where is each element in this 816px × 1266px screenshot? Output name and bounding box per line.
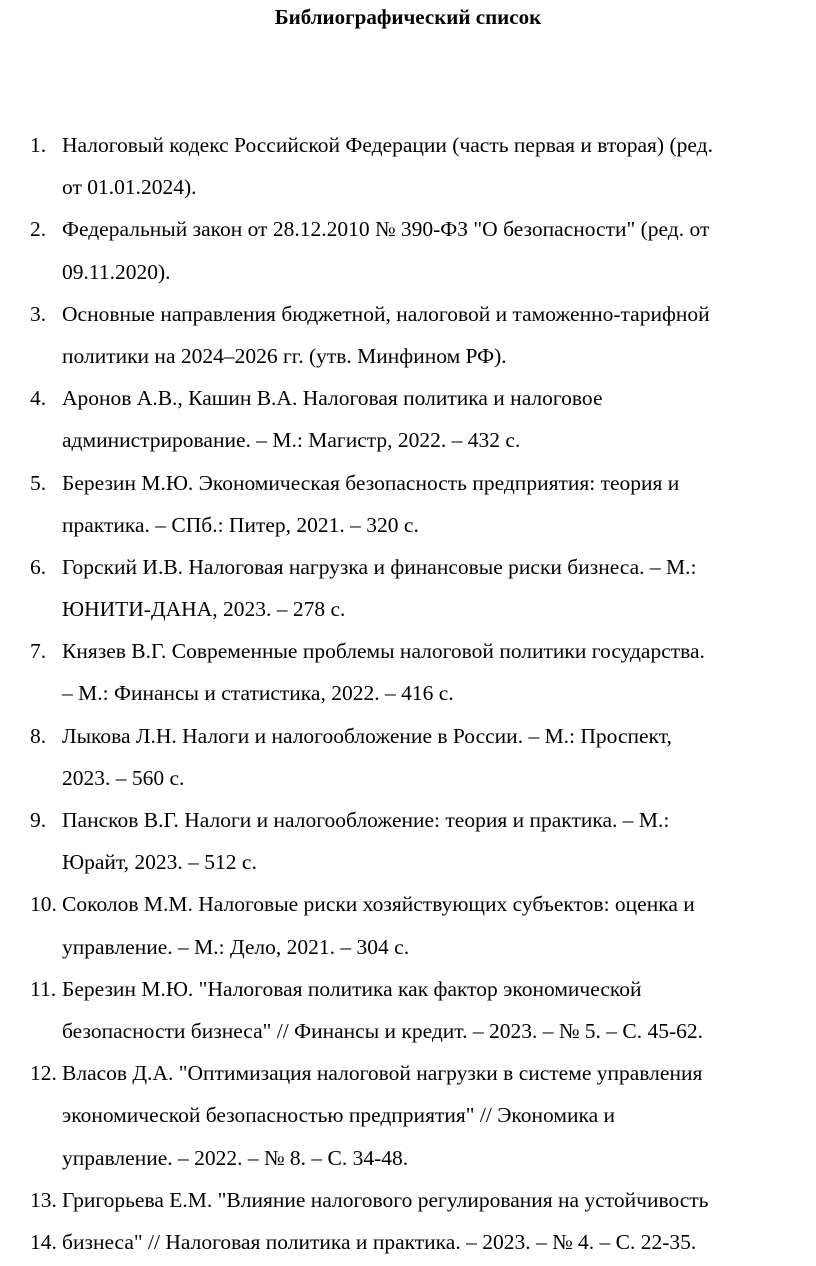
entry-line [0,1137,816,1179]
entry-line [0,1094,816,1136]
bibliography-entry [0,293,816,377]
bibliography-entry [0,462,816,546]
bibliography-entry [0,799,816,883]
entry-line [0,124,816,166]
entry-line [0,841,816,883]
entry-text: Федеральный закон от 28.12.2010 № 390-ФЗ "О безопасности" (ред. от [62,217,710,242]
entry-text: политики на 2024–2026 гг. (утв. Минфином РФ). [62,343,507,368]
entry-text: Налоговый кодекс Российской Федерации (часть первая и вторая) (ред. [62,133,713,157]
entry-text: Пансков В.Г. Налоги и налогообложение: теория и практика. – М.: [62,808,670,832]
entry-line [0,208,816,250]
bibliography-entry [0,377,816,461]
page-title: Библиографический список [274,5,542,29]
bibliography-entry [0,883,816,967]
entry-text: 2023. – 560 с. [62,765,185,790]
bibliography-entry [0,630,816,714]
entry-line [0,757,816,799]
entry-number: 6. [30,554,47,579]
entry-text: Березин М.Ю. "Налоговая политика как фактор экономической [62,976,642,1001]
entry-line [0,546,816,588]
entry-number: 2. [30,217,47,242]
entry-line [0,588,816,630]
entry-text: безопасности бизнеса" // Финансы и кредит. – 2023. – № 5. – С. 45-62. [62,1018,703,1043]
entry-line [0,166,816,208]
bibliography-list [0,124,816,1263]
entry-line [0,251,816,293]
bibliography-entry [0,1179,816,1221]
bibliography-entry [0,208,816,292]
entry-number: 11. [30,976,57,1001]
entry-line [0,883,816,925]
entry-line [0,1179,816,1221]
entry-line [0,630,816,672]
entry-line [0,1010,816,1052]
entry-text: Горский И.В. Налоговая нагрузка и финансовые риски бизнеса. – М.: [62,554,697,579]
entry-line [0,1221,816,1263]
entry-line [0,799,816,841]
entry-line [0,419,816,461]
entry-text: Березин М.Ю. Экономическая безопасность предприятия: теория и [62,470,680,495]
entry-line [0,462,816,504]
bibliography-entry [0,124,816,208]
entry-text: – М.: Финансы и статистика, 2022. – 416 с. [62,681,454,706]
entry-text: Основные направления бюджетной, налоговой и таможенно-тарифной [62,301,710,326]
entry-number: 5. [30,470,47,495]
entry-text: Власов Д.А. "Оптимизация налоговой нагрузки в системе управления [62,1061,703,1086]
bibliography-entry [0,1052,816,1179]
entry-line [0,1052,816,1094]
entry-text: управление. – 2022. – № 8. – С. 34-48. [62,1145,409,1170]
entry-line [0,335,816,377]
entry-number: 7. [30,639,47,664]
entry-text: практика. – СПб.: Питер, 2021. – 320 с. [62,512,419,537]
entry-number: 13. [30,1187,57,1212]
entry-number: 12. [30,1061,57,1086]
entry-number: 10. [30,892,57,917]
entry-number: 9. [30,808,47,832]
entry-text: Соколов М.М. Налоговые риски хозяйствующих субъектов: оценка и [62,892,695,917]
bibliography-entry [0,968,816,1052]
entry-line [0,504,816,546]
entry-text: Аронов А.В., Кашин В.А. Налоговая политика и налоговое [62,386,603,411]
bibliography-entry [0,546,816,630]
entry-line [0,968,816,1010]
entry-number: 3. [30,301,47,326]
entry-number: 8. [30,723,47,748]
entry-line [0,293,816,335]
entry-text: администрирование. – М.: Магистр, 2022. – 432 с. [62,428,521,453]
entry-text: 09.11.2020). [62,259,171,284]
entry-text: от 01.01.2024). [62,175,197,200]
entry-text: Юрайт, 2023. – 512 с. [62,850,257,875]
entry-number: 1. [30,133,47,157]
entry-line [0,377,816,419]
entry-text: экономической безопасностью предприятия" // Экономика и [62,1103,616,1128]
entry-text: управление. – М.: Дело, 2021. – 304 с. [62,934,410,959]
entry-number: 14. [30,1229,57,1254]
entry-text: ЮНИТИ-ДАНА, 2023. – 278 с. [62,597,346,622]
bibliography-entry [0,715,816,799]
entry-text: Григорьева Е.М. "Влияние налогового регулирования на устойчивость [62,1187,709,1212]
bibliography-entry [0,1221,816,1263]
entry-text: Лыкова Л.Н. Налоги и налогообложение в России. – М.: Проспект, [62,723,672,748]
entry-text: Князев В.Г. Современные проблемы налоговой политики государства. [62,639,705,664]
entry-line [0,715,816,757]
entry-text: бизнеса" // Налоговая политика и практика. – 2023. – № 4. – С. 22-35. [62,1229,697,1254]
entry-line [0,672,816,714]
entry-number: 4. [30,386,47,411]
entry-line [0,926,816,968]
